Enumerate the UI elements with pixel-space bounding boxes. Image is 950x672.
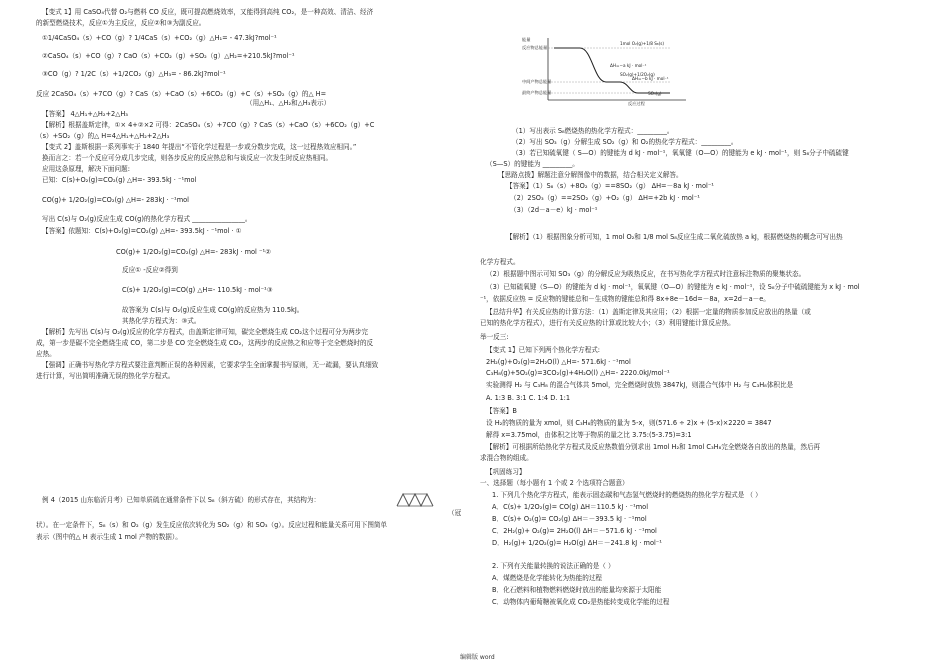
left-text-line: C(s)+ 1/2O₂(g)=CO(g) △H=- 110.5kJ · mol⁻¹③ [122,286,273,294]
left-text-line: （冠 [448,509,462,517]
right-text-line: B．化石燃料和植物燃料燃烧时放出的能量均来源于太阳能 [492,586,662,594]
right-text-line: A．C(s)+ 1/2O₂(g)= CO(g) ΔH＝110.5 kJ · ⁻¹mol [492,503,649,511]
left-text-line: 换而言之：若一个反应可分成几步完成，则各步反应的反应热总和与该反应一次发生时反应热相同。 [42,154,333,162]
left-text-line: 例 4（2015 山东临沂月考）已知单质硫在通常条件下以 S₈（斜方硫）的形式存在，其结构为： [42,496,321,504]
right-text-line: （3）已知硫氧键（S—O）的键能为 d kJ · mol⁻¹，氧氧键（O—O）的键能为 e kJ · mol⁻¹，设 S₈分子中硫硫键能为 x kJ · mol [486,283,860,291]
left-text-line: ②CaSO₄（s）+CO（g）? CaO（s）+CO₂（g）+SO₂（g）△H₂=+210.5kJ?mol⁻¹ [42,52,295,60]
left-text-line: 其热化学方程式为：③式。 [122,317,201,325]
right-text-line: 已知的热化学方程式），进行有关反应热的计算或比较大小；（3）利用键能计算反应热。 [480,319,735,327]
right-text-line: 2H₂(g)+O₂(g)=2H₂O(l) △H=- 571.6kJ · ⁻¹mol [486,358,631,366]
right-text-line: （2）2SO₃（g）==2SO₂（g）+O₂（g） ΔH=+2b kJ · mol⁻¹ [510,194,700,202]
right-text-line: 【总结升华】有关反应热的计算方法：（1）盖斯定律及其应用；（2）根据一定量的物质参加反应放出的热量（或 [486,308,811,316]
right-text-line: 化学方程式。 [480,258,520,266]
right-text-line: 解得 x=3.75mol，由体积之比等于物质的量之比 3.75:(5-3.75)=3:1 [486,431,692,439]
s8-structure-svg [395,490,437,510]
right-text-line: B．C(s)+ O₂(g)= CO₂(g) ΔH＝－393.5 kJ · ⁻¹mol [492,515,647,523]
left-text-line: 应热。 [36,350,56,358]
left-text-line: 写出 C(s)与 O₂(g)反应生成 CO(g)的热化学方程式 ________________。 [42,215,252,223]
right-column [480,0,920,672]
left-column [36,0,466,672]
diagram-label: 反应过程 [628,101,645,106]
left-text-line: 【答案】依题知：C(s)+O₂(g)=CO₂(g) △H=- 393.5kJ · ⁻¹mol · ① [42,227,242,235]
left-text-line: 成，第一步是碳不完全燃烧生成 CO，第二步是 CO 完全燃烧生成 CO₂，这两步的反应热之和应等于完全燃烧时的反 [36,339,374,347]
right-text-line: C₃H₈(g)+5O₂(g)=3CO₂(g)+4H₂O(l) △H=- 2220.0kJ/mol⁻¹ [486,369,670,377]
diagram-label: 1mol O₂(g)+1/8 S₈(s) [620,41,665,46]
left-text-line: 【变式 2】盖斯根据一系列事实于 1840 年提出“不管化学过程是一步或分数步完成，这一过程热效应相同。” [42,143,357,151]
left-text-line: 【解析】先写出 C(s)与 O₂(g)反应的化学方程式，由盖斯定律可知，碳完全燃烧生成 CO₂这个过程可分为两步完 [42,328,369,336]
right-text-line: A. 1:3 B. 3:1 C. 1:4 D. 1:1 [486,394,571,402]
s8-crown-structure [395,490,437,510]
diagram-label: SO₂(g)+1/2O₂(g) [620,72,655,77]
left-text-line: 【变式 1】用 CaSO₄代替 O₂与燃料 CO 反应，既可提高燃烧效率，又能得到高纯 CO₂，是一种高效、清洁、经济 [42,8,374,16]
left-text-line: 状）。在一定条件下，S₈（s）和 O₂（g）发生反应依次转化为 SO₂（g）和 SO₃（g）。反应过程和能量关系可用下图简单 [36,521,388,529]
right-text-line: （3）若已知硫氧键（ S—O）的键能为 d kJ · mol⁻¹，氧氧键（O—O）的键能为 e kJ · mol⁻¹，则 S₈分子中硫硫键 [512,149,849,157]
right-text-line: 2. 下列有关能量转换的说法正确的是（ ） [492,562,615,570]
right-text-line: （1）写出表示 S₈燃烧热的热化学方程式：_________。 [512,127,674,135]
right-text-line: 【思路点拨】解题注意分解图像中的数据，结合相关定义解答。 [498,171,683,179]
diagram-label: 能量 [522,37,531,42]
right-text-line: 设 H₂的物质的量为 xmol，则 C₃H₈的物质的量为 5-x，则(571.6 ÷ 2)x + (5-x)×2220 = 3847 [486,419,772,427]
right-text-line: 【巩固练习】 [486,468,526,476]
right-text-line: 【解析】（1）根据图象分析可知，1 mol O₂和 1/8 mol S₈反应生成二氧化硫放热 a kJ，根据燃烧热的概念可写出热 [506,233,843,241]
left-text-line: ③CO（g）? 1/2C（s）+1/2CO₂（g）△H₃= - 86.2kJ?mol⁻¹ [42,70,226,78]
left-text-line: 进行计算，写出简明准确无误的热化学方程式。 [36,372,175,380]
diagram-label: 反应物总能量 [522,45,548,50]
left-text-line: 【解析】根据盖斯定律，①× 4+②×2 可得：2CaSO₄（s）+7CO（g）? CaS（s）+CaO（s）+6CO₂（g）+C [42,121,375,129]
left-text-line: ①1/4CaSO₄（s）+CO（g）? 1/4CaS（s）+CO₂（g）△H₁= - 47.3kJ?mol⁻¹ [42,34,277,42]
right-text-line: 【答案】（1）S₈（s）+8O₂（g）==8SO₂（g） ΔH=－8a kJ · mol⁻¹ [506,182,714,190]
footer-note: 编辑版 word [460,654,495,661]
right-text-line: （3）（2d－a－e）kJ · mol⁻¹ [510,206,598,214]
left-text-line: 【答案】 4△H₁+△H₂+2△H₃ [42,110,128,118]
energy-diagram [520,36,690,106]
right-text-line: A．煤燃烧是化学能转化为热能的过程 [492,574,603,582]
left-text-line: 的新型燃烧技术，反应①为主反应，反应②和③为副反应。 [36,19,206,27]
right-text-line: 1. 下列几个热化学方程式，能表示固态碳和气态氢气燃烧时的燃烧热的热化学方程式是 （ ） [492,491,762,499]
right-text-line: 一、选择题（每小题有 1 个或 2 个选项符合题意） [480,479,629,487]
diagram-label: 中间产物总能量 [522,79,552,84]
right-text-line: D．H₂(g)+ 1/2O₂(g)= H₂O(g) ΔH＝－241.8 kJ · mol⁻¹ [492,539,662,547]
right-text-line: 【解析】可根据所给热化学方程式及反应热数值分别求出 1mol H₂和 1mol C₃H₈完全燃烧各自放出的热量，然后再 [486,443,821,451]
energy-curve [554,48,670,93]
right-text-line: ⁻¹，依据反应热 = 反应物的键能总和－生成物的键能总和得 8x+8e－16d=－8a，x=2d－a－e。 [480,295,770,303]
left-text-line: 故答案为 C(s)与 O₂(g)反应生成 CO(g)的反应热为 110.5kJ。 [122,306,304,314]
left-text-line: 反应 2CaSO₄（s）+7CO（g）? CaS（s）+CaO（s）+6CO₂（g）+C（s）+SO₂（g）的△ H= [36,90,327,98]
right-text-line: 【变式 1】已知下列两个热化学方程式: [486,346,601,354]
diagram-label: 最终产物总能量 [522,90,552,95]
right-text-line: 实验测得 H₂ 与 C₃H₈ 的混合气体共 5mol，完全燃烧时放热 3847kJ，则混合气体中 H₂ 与 C₃H₈体积比是 [486,381,794,389]
left-text-line: CO(g)+ 1/2O₂(g)=CO₂(g) △H=- 283kJ · mol ⁻¹② [116,248,271,256]
right-text-line: （2）写出 SO₃（g）分解生成 SO₂（g）和 O₂的热化学方程式：_________。 [512,138,738,146]
right-text-line: C．动物体内葡萄糖被氧化成 CO₂是热能转变成化学能的过程 [492,598,670,606]
energy-diagram-svg [520,36,690,106]
right-text-line: 举一反三: [480,333,509,341]
right-text-line: C．2H₂(g)+ O₂(g)= 2H₂O(l) ΔH＝－571.6 kJ · ⁻¹mol [492,527,657,535]
right-text-line: 【答案】B [486,407,517,415]
right-text-line: （S—S）的键能为 _________。 [486,160,579,168]
left-text-line: （s）+SO₂（g）的△ H=4△H₁+△H₂+2△H₃ [36,132,170,140]
right-text-line: （2）根据题中图示可知 SO₃（g）的分解反应为吸热反应，在书写热化学方程式时注意标注物质的聚集状态。 [486,270,806,278]
left-text-line: 应用这条原理，解决下面问题: [42,165,130,173]
diagram-label: ΔH=−a kJ · mol⁻¹ [610,63,647,68]
diagram-label: ΔH=−b kJ · mol⁻¹ [632,76,669,81]
left-text-line: CO(g)+ 1/2O₂(g)=CO₂(g) △H=- 283kJ · ⁻¹mol [42,196,189,204]
left-text-line: 【强调】正确书写热化学方程式要注意判断正误的各种因素，它要求学生全面掌握书写原则，无一疏漏，要认真细致 [42,361,379,369]
right-text-line: 求混合物的组成。 [480,454,533,462]
left-text-line: 已知：C(s)+O₂(g)=CO₂(g) △H=- 393.5kJ · ⁻¹mol [42,176,197,184]
diagram-label: SO₃(g) [648,91,662,96]
left-text-line: 表示（图中的△ H 表示生成 1 mol 产物的数据）。 [36,533,182,541]
left-text-line: 反应① -反应②得到 [122,266,178,274]
left-text-line: （用△H₁、△H₂和△H₃表示） [246,99,331,107]
